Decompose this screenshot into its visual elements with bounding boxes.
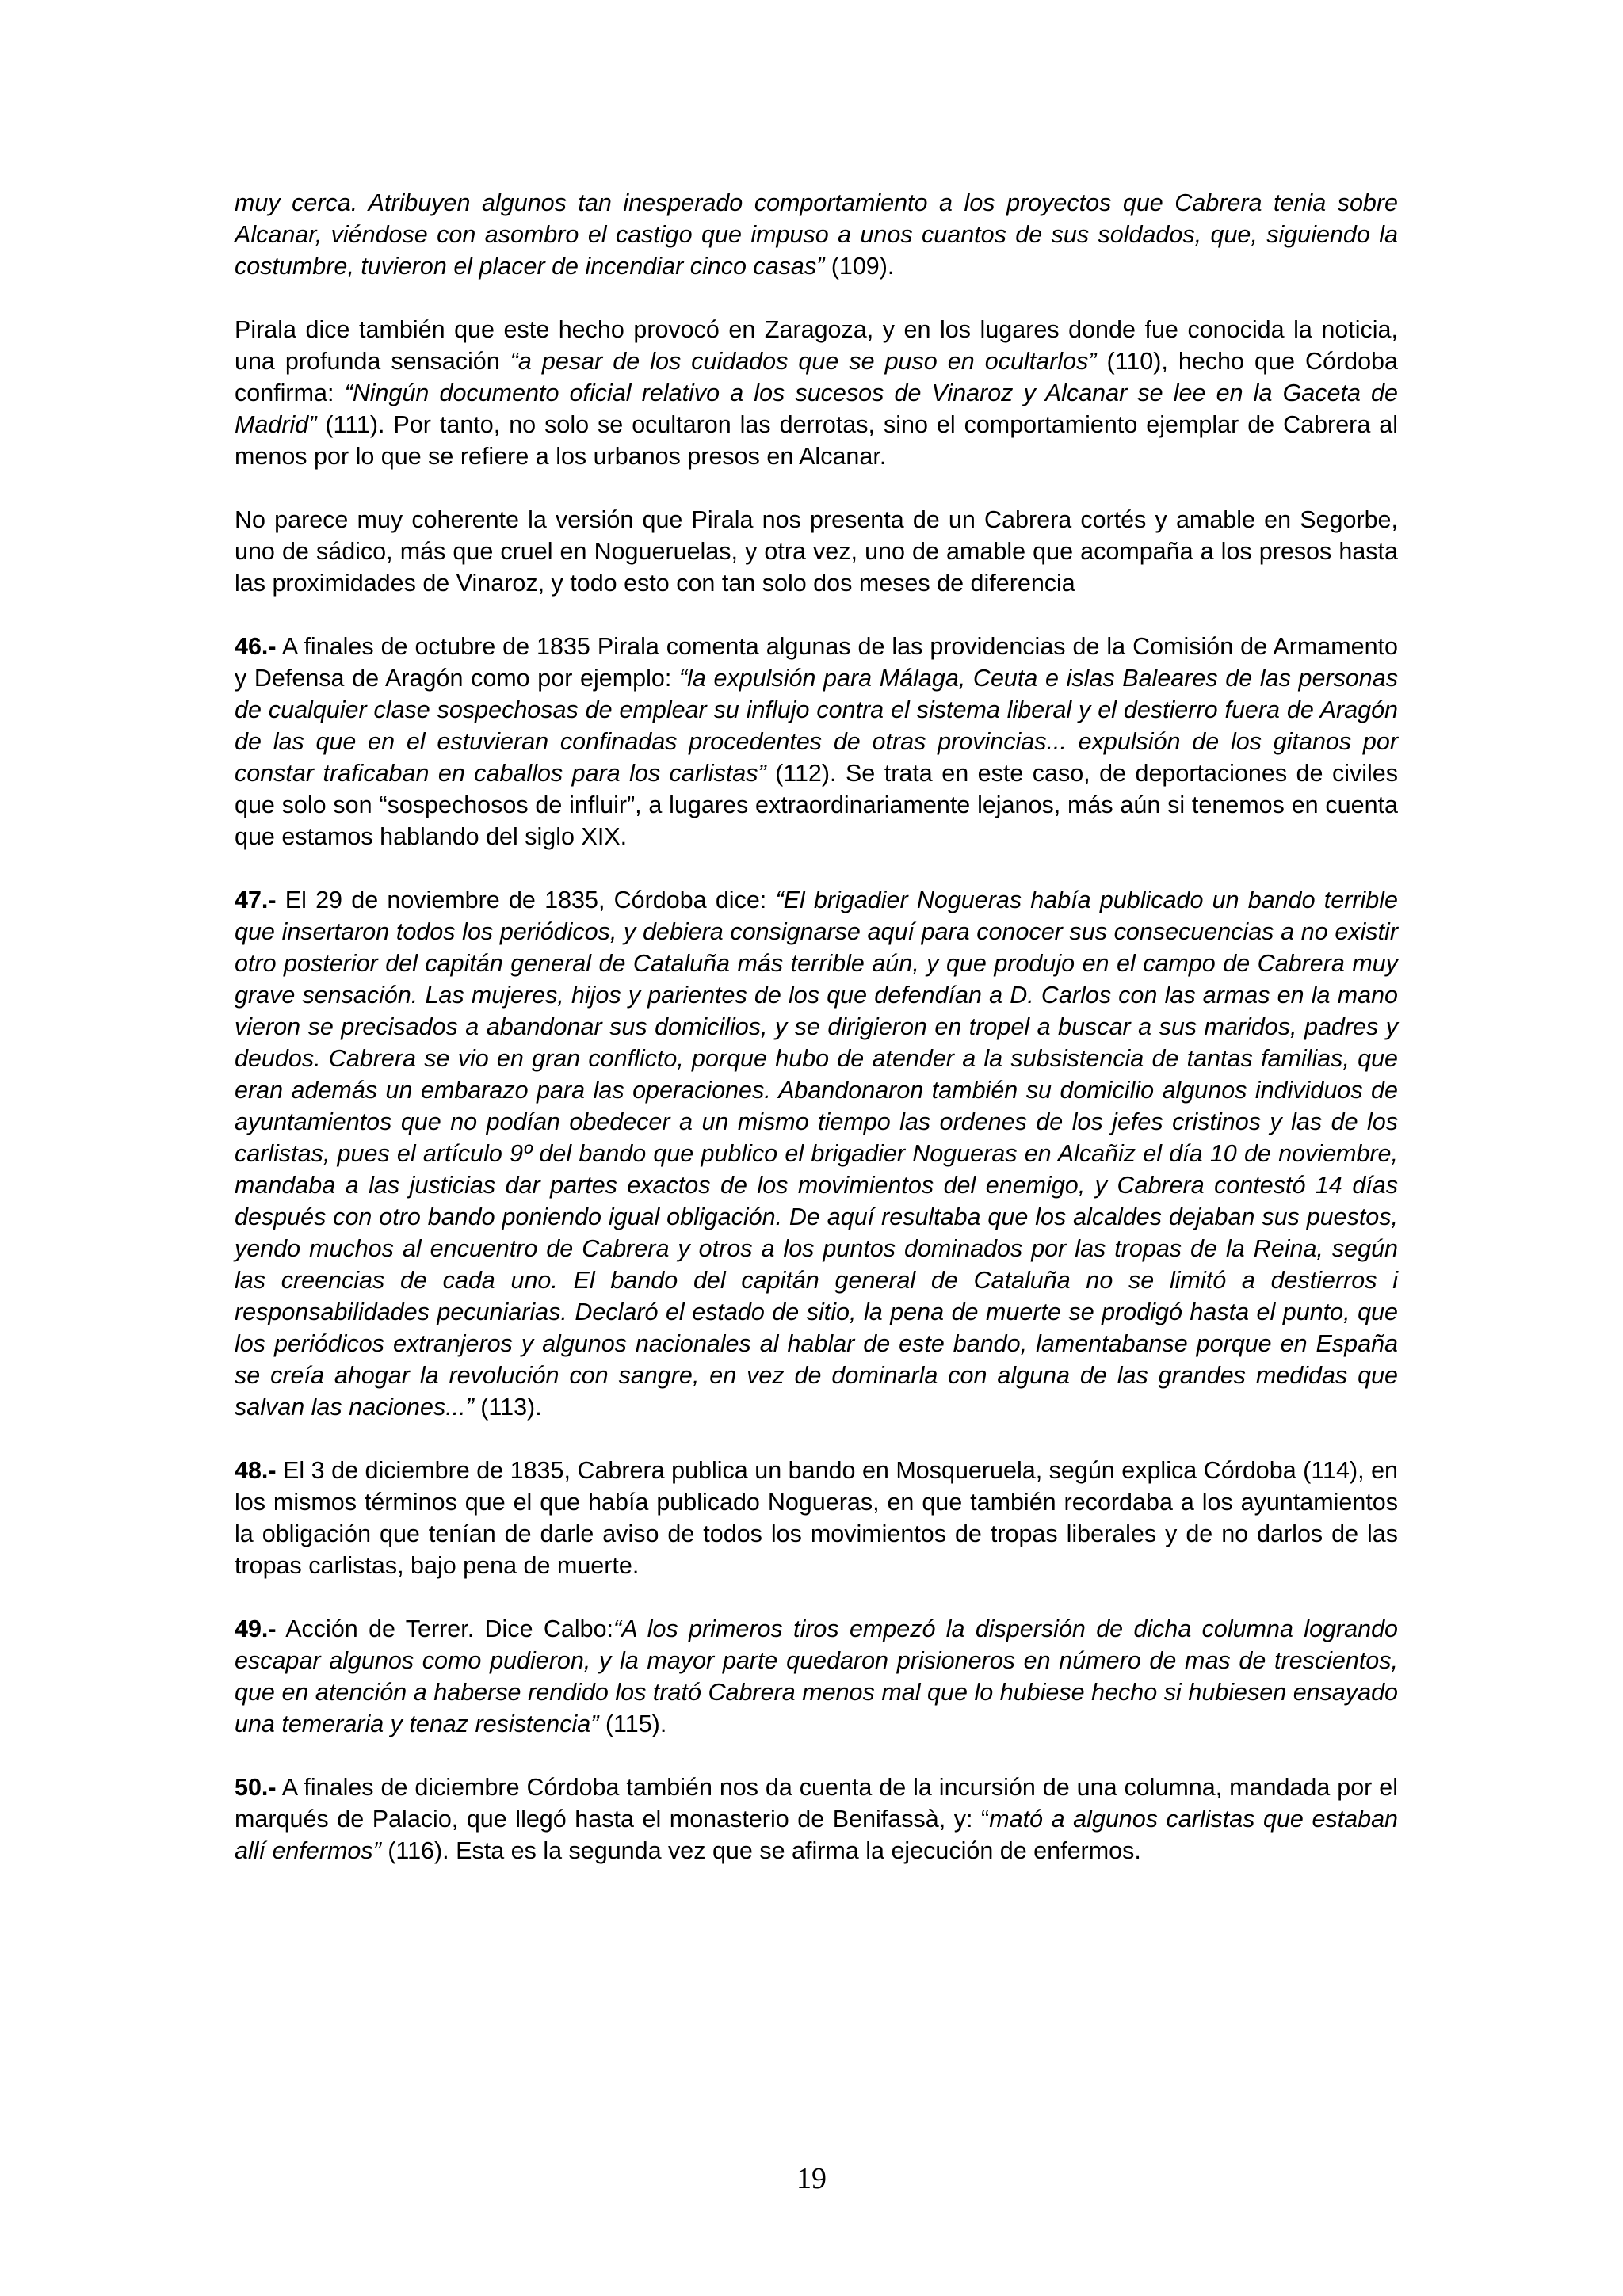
quote-segment: muy cerca. Atribuyen algunos tan inesperado comportamiento a los proyectos que Cabrera tenia sobre Alcanar, viéndose con asombro el castigo que impuso a unos cuantos de sus soldados, que, siguiendo la costumbre, tuvieron el placer de incendiar cinco casas” [235, 189, 1398, 280]
quote-segment: “a pesar de los cuidados que se puso en ocultarlos” [510, 348, 1097, 375]
text-segment: (111). Por tanto, no solo se ocultaron las derrotas, sino el comportamiento ejemplar de Cabrera al menos por lo que se refiere a los urbanos presos en Alcanar. [235, 411, 1398, 470]
quote-segment: “la expulsión para Málaga, Ceuta e islas Baleares de las personas de cualquier clase sospechosas de emplear su influjo contra el sistema liberal y el destierro fuera de Aragón de las que en el estuvieran confinadas procedentes de otras provincias... expulsión de los gitanos por constar traficaban en caballos para los carlistas” [235, 665, 1398, 787]
text-segment: A finales de diciembre Córdoba también nos da cuenta de la incursión de una columna, mandada por el marqués de Palacio, que llegó hasta el monasterio de Benifassà, y: “ [235, 1774, 1398, 1833]
item-number-segment: 50.- [235, 1774, 277, 1801]
text-segment: (115). [598, 1711, 667, 1737]
quote-segment: “El brigadier Nogueras había publicado un bando terrible que insertaron todos los periódicos, y debiera consignarse aquí para conocer sus consecuencias a no existir otro posterior del capitán general de Cataluña más terrible aún, y que produjo en el campo de Cabrera muy grave sensación. Las mujeres, hijos y parientes de los que defendían a D. Carlos con las armas en la mano vieron se precisados a abandonar sus domicilios, y se dirigieron en tropel a buscar a sus maridos, padres y deudos. Cabrera se vio en gran conflicto, porque hubo de atender a la subsistencia de tantas familias, que eran además un embarazo para las operaciones. Abandonaron también su domicilio algunos individuos de ayuntamientos que no podían obedecer a un mismo tiempo las ordenes de los jefes cristinos y las de los carlistas, pues el artículo 9º del bando que publico el brigadier Nogueras en Alcañiz el día 10 de noviembre, mandaba a las justicias dar partes exactos de los movimientos del enemigo, y Cabrera contestó 14 días después con otro bando poniendo igual obligación. De aquí resultaba que los alcaldes dejaban sus puestos, yendo muchos al encuentro de Cabrera y otros a los puntos dominados por las tropas de la Reina, según las creencias de cada uno. El bando del capitán general de Cataluña no se limitó a destierros i responsabilidades pecuniarias. Declaró el estado de sitio, la pena de muerte se prodigó hasta el punto, que los periódicos extranjeros y algunos nacionales al hablar de este bando, lamentabanse porque en España se creía ahogar la revolución con sangre, en vez de dominarla con alguna de las grandes medidas que salvan las naciones...” [235, 887, 1399, 1421]
text-segment: El 3 de diciembre de 1835, Cabrera publica un bando en Mosqueruela, según explica Córdoba (114), en los mismos términos que el que había publicado Nogueras, en que también recordaba a los ayuntamientos la obligación que tenían de darle aviso de todos los movimientos de tropas liberales y de no darlos de las tropas carlistas, bajo pena de muerte. [235, 1457, 1398, 1579]
paragraph-p-cont [235, 187, 1398, 282]
text-segment: (109). [824, 253, 895, 280]
text-segment: Acción de Terrer. Dice Calbo: [276, 1615, 614, 1642]
item-number-segment: 46.- [235, 633, 277, 660]
item-number-segment: 48.- [235, 1457, 277, 1484]
document-body [235, 187, 1398, 1898]
paragraph-p-48 [235, 1455, 1398, 1581]
text-segment: (112). Se trata en este caso, de deportaciones de civiles que solo son “sospechosos de influir”, a lugares extraordinariamente lejanos, más aún si tenemos en cuenta que estamos hablando del siglo XIX. [235, 760, 1398, 850]
text-segment: (113). [473, 1394, 542, 1421]
text-segment: No parece muy coherente la versión que Pirala nos presenta de un Cabrera cortés y amable en Segorbe, uno de sádico, más que cruel en Nogueruelas, y otra vez, uno de amable que acompaña a los presos hasta las proximidades de Vinaroz, y todo esto con tan solo dos meses de diferencia [235, 506, 1398, 597]
paragraph-p-pirala [235, 314, 1398, 472]
quote-segment: “Ningún documento oficial relativo a los sucesos de Vinaroz y Alcanar se lee en la Gaceta de Madrid” [235, 379, 1398, 438]
paragraph-p-47 [235, 884, 1398, 1423]
text-segment: (110), hecho que Córdoba confirma: [235, 348, 1398, 406]
text-segment: El 29 de noviembre de 1835, Córdoba dice: [276, 887, 776, 913]
quote-segment: “A los primeros tiros empezó la dispersión de dicha columna logrando escapar algunos como pudieron, y la mayor parte quedaron prisioneros en número de mas de trescientos, que en atención a haberse rendido los trató Cabrera menos mal que lo hubiese hecho si hubiesen ensayado una temeraria y tenaz resistencia” [235, 1615, 1398, 1737]
text-segment: A finales de octubre de 1835 Pirala comenta algunas de las providencias de la Comisión de Armamento y Defensa de Aragón como por ejemplo: [235, 633, 1398, 692]
paragraph-p-50 [235, 1772, 1398, 1867]
item-number-segment: 47.- [235, 887, 277, 913]
item-number-segment: 49.- [235, 1615, 277, 1642]
text-segment: Pirala dice también que este hecho provocó en Zaragoza, y en los lugares donde fue conocida la noticia, una profunda sensación [235, 316, 1398, 375]
paragraph-p-46 [235, 631, 1398, 852]
text-segment: (116). Esta es la segunda vez que se afirma la ejecución de enfermos. [380, 1837, 1141, 1864]
page-number: 19 [796, 2162, 827, 2195]
paragraph-p-coherente [235, 504, 1398, 599]
quote-segment: mató a algunos carlistas que estaban allí enfermos” [235, 1806, 1398, 1864]
paragraph-p-49 [235, 1613, 1398, 1740]
